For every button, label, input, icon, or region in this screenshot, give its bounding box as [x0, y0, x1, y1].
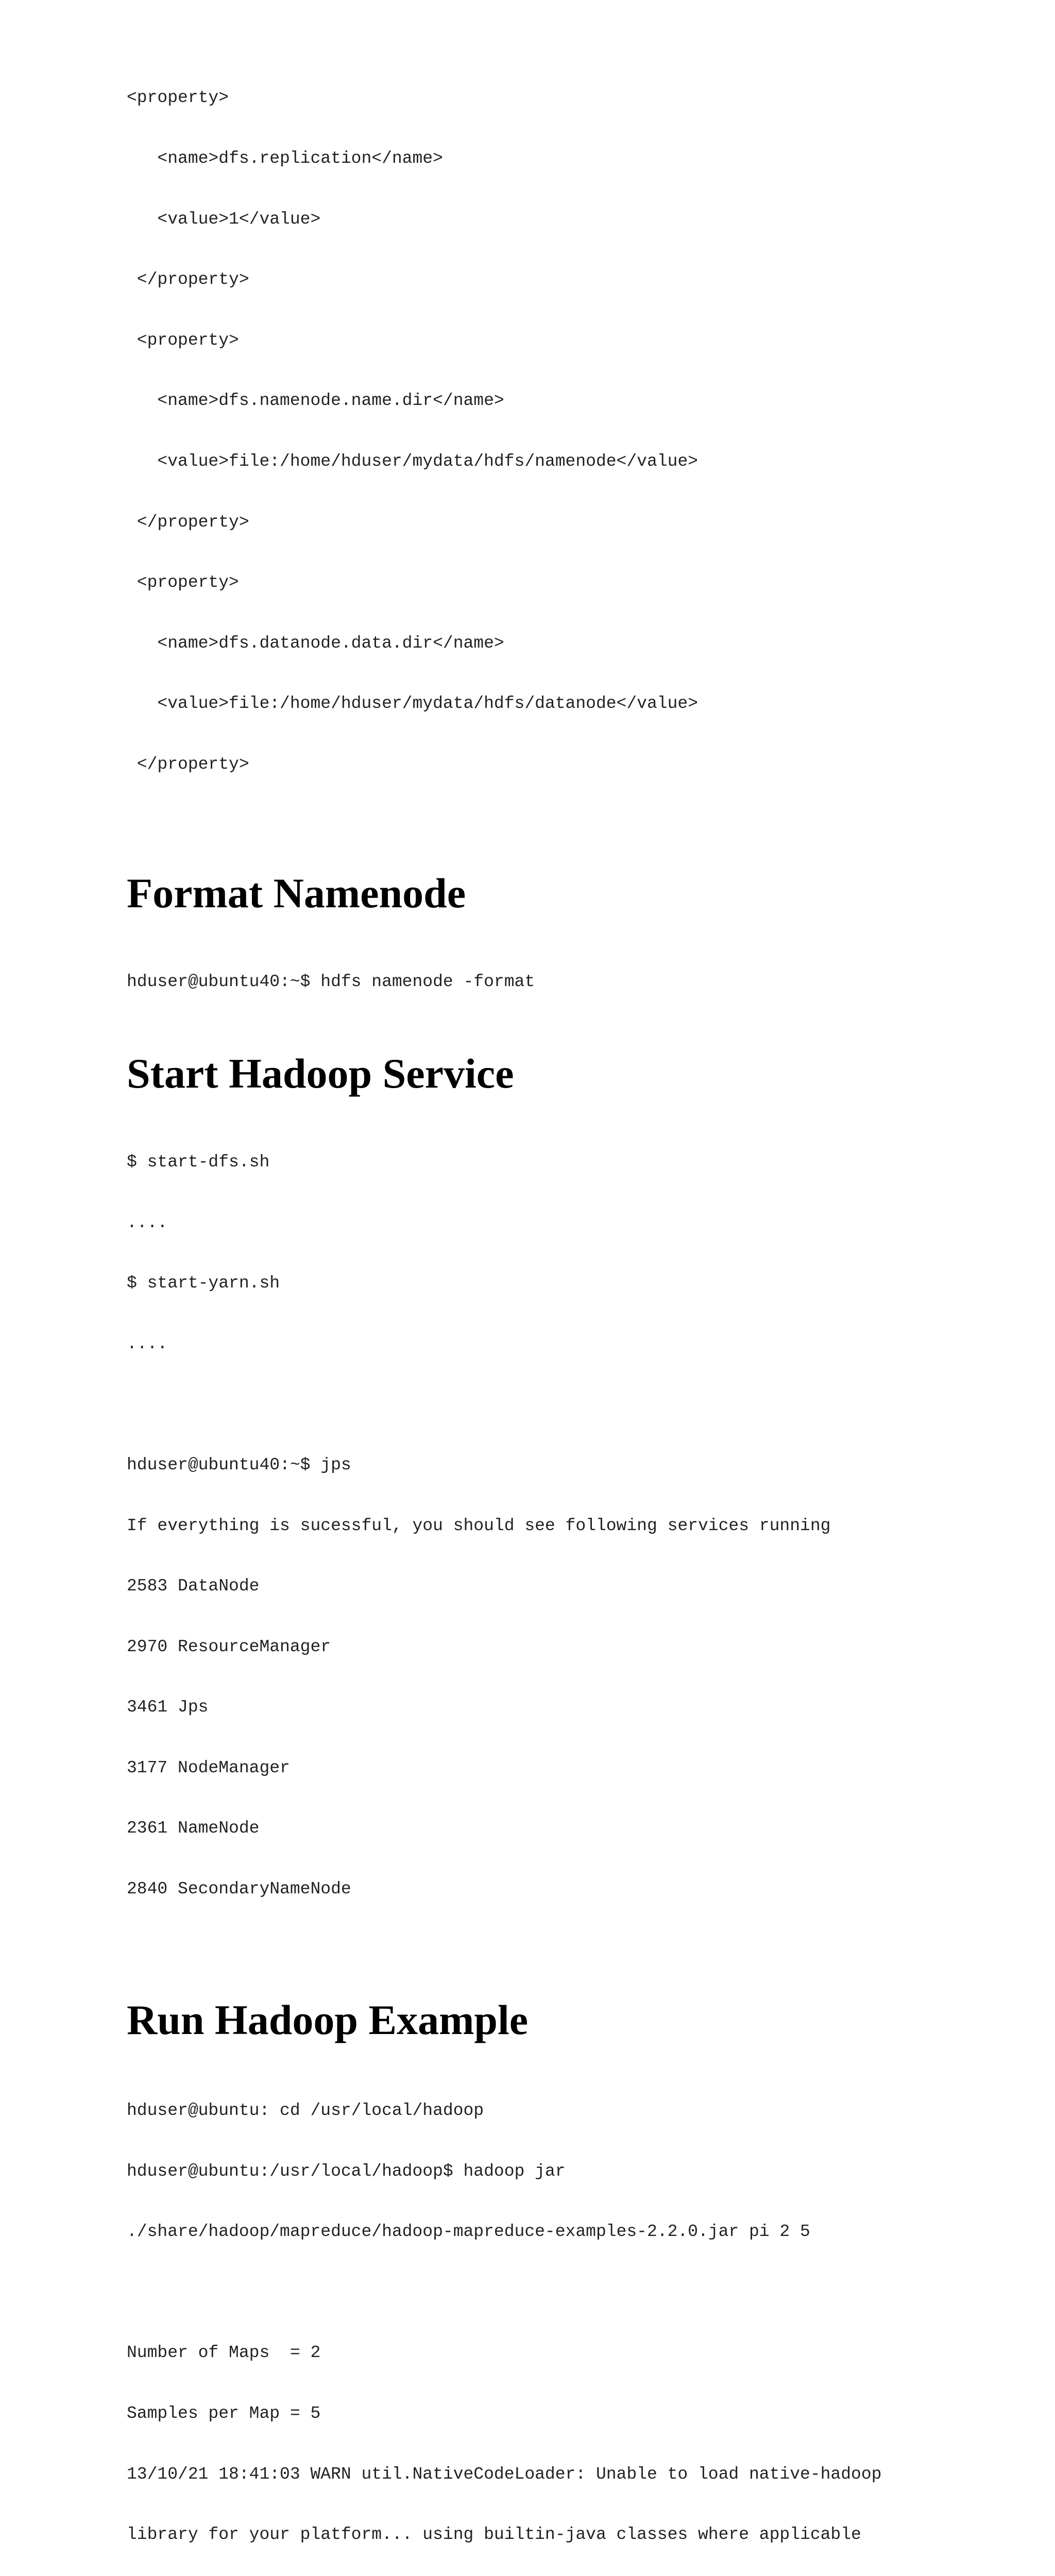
document-page — [127, 47, 1013, 2576]
code-line: library for your platform... using builtin-java classes where applicable — [127, 2525, 861, 2545]
code-line: .... — [127, 1334, 168, 1353]
code-line: 3177 NodeManager — [127, 1758, 290, 1777]
run-hadoop-code-block — [127, 2060, 1013, 2576]
format-namenode-heading: Format Namenode — [127, 869, 466, 917]
code-line: </property> — [127, 270, 249, 290]
code-line: </property> — [127, 512, 249, 532]
code-line: <property> — [127, 88, 229, 108]
code-line: .... — [127, 1213, 168, 1232]
code-line: hduser@ubuntu:/usr/local/hadoop$ hadoop jar — [127, 2161, 566, 2181]
code-line: <property> — [127, 330, 239, 350]
code-line: Number of Maps = 2 — [127, 2343, 321, 2363]
code-line: If everything is sucessful, you should see following services running — [127, 1516, 831, 1535]
code-line: Samples per Map = 5 — [127, 2404, 321, 2424]
code-line: </property> — [127, 754, 249, 774]
code-line: ./share/hadoop/mapreduce/hadoop-mapreduce-examples-2.2.0.jar pi 2 5 — [127, 2222, 810, 2242]
code-line: hduser@ubuntu: cd /usr/local/hadoop — [127, 2101, 484, 2121]
code-line: <name>dfs.namenode.name.dir</name> — [127, 391, 504, 411]
code-line: <name>dfs.replication</name> — [127, 149, 443, 168]
code-line: $ start-dfs.sh — [127, 1152, 270, 1172]
code-line: 2583 DataNode — [127, 1577, 260, 1596]
code-line: <value>file:/home/hduser/mydata/hdfs/namenode</value> — [127, 451, 698, 471]
code-line: 3461 Jps — [127, 1698, 209, 1717]
hdfs-site-xml-code-block — [127, 47, 1013, 815]
start-hadoop-code-block — [127, 1112, 1013, 1940]
code-line: 2361 NameNode — [127, 1819, 260, 1838]
blank-line — [127, 2282, 1013, 2302]
code-line: <value>1</value> — [127, 209, 321, 229]
code-line: hduser@ubuntu40:~$ hdfs namenode -format — [127, 972, 535, 991]
code-line: 13/10/21 18:41:03 WARN util.NativeCodeLoader: Unable to load native-hadoop — [127, 2464, 882, 2484]
blank-line — [127, 1394, 1013, 1414]
code-line: hduser@ubuntu40:~$ jps — [127, 1455, 351, 1475]
format-namenode-code-block — [127, 931, 1013, 1032]
code-line: 2970 ResourceManager — [127, 1637, 331, 1656]
code-line: <name>dfs.datanode.data.dir</name> — [127, 633, 504, 653]
code-line: 2840 SecondaryNameNode — [127, 1879, 351, 1899]
start-hadoop-service-heading: Start Hadoop Service — [127, 1049, 514, 1097]
code-line: $ start-yarn.sh — [127, 1274, 280, 1293]
run-hadoop-example-heading: Run Hadoop Example — [127, 1996, 529, 2043]
code-line: <value>file:/home/hduser/mydata/hdfs/datanode</value> — [127, 694, 698, 714]
code-line: <property> — [127, 573, 239, 592]
